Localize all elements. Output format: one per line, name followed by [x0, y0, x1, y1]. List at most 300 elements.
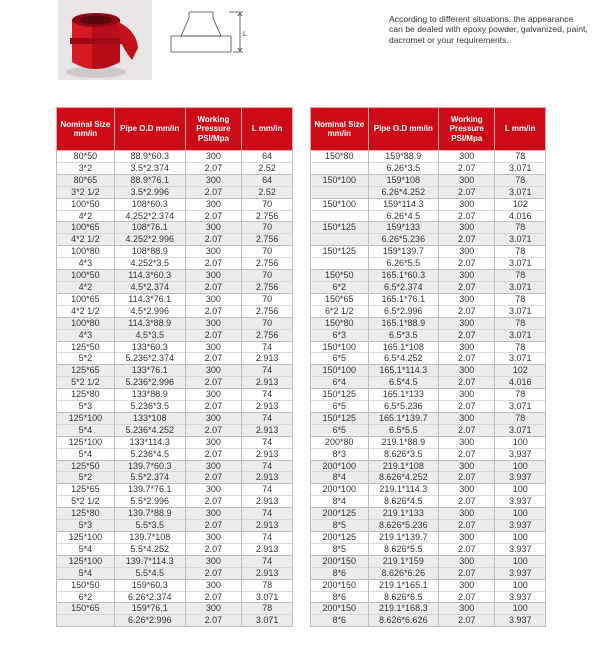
pipe-od-cell: [368, 532, 439, 556]
table-row: [57, 484, 293, 508]
value-bottom: 8*6: [311, 614, 368, 626]
pressure-cell: [185, 579, 242, 603]
value-bottom: 3.071: [242, 591, 292, 603]
value-bottom: 2.07: [439, 591, 494, 603]
value-top: 78: [515, 151, 526, 161]
nominal-cell: [57, 174, 115, 198]
value-bottom: 2.52: [242, 162, 292, 174]
value-top: 64: [262, 151, 273, 161]
value-bottom: 6*5: [311, 352, 368, 364]
value-top: 159*60.3: [131, 579, 168, 590]
nominal-cell: [311, 317, 369, 341]
nominal-cell: [311, 270, 369, 294]
length-cell: [242, 532, 293, 556]
header-working-pressure: Working Pressure PSI/Mpa: [439, 108, 495, 151]
nominal-cell: [57, 270, 115, 294]
value-bottom: 6.5*4.5: [369, 376, 439, 388]
table-row: [57, 532, 293, 556]
header-nominal-size: Nominal Size mm/in: [57, 108, 115, 151]
product-photo: [58, 0, 152, 80]
pipe-od-cell: [368, 151, 439, 175]
value-top: 300: [205, 317, 221, 328]
value-bottom: 2.913: [242, 352, 292, 364]
nominal-cell: [311, 151, 369, 175]
value-bottom: 5*4: [57, 543, 114, 555]
length-cell: [495, 460, 546, 484]
value-top: 74: [262, 341, 273, 352]
table-row: [57, 365, 293, 389]
value-top: 70: [262, 293, 273, 304]
value-bottom: 5*2 1/2: [57, 495, 114, 507]
value-top: 139.7*108: [129, 532, 171, 542]
length-cell: [495, 532, 546, 556]
pipe-od-cell: [368, 198, 439, 222]
pressure-cell: [185, 151, 242, 175]
value-top: 78: [262, 603, 273, 614]
value-bottom: 2.07: [439, 257, 494, 269]
length-cell: [242, 484, 293, 508]
value-top: 200*150: [322, 603, 357, 614]
value-bottom: 5.5*2.996: [115, 495, 185, 507]
nominal-cell: [311, 532, 369, 556]
pressure-cell: [185, 484, 242, 508]
value-top: 300: [205, 484, 221, 495]
value-bottom: 8*5: [311, 543, 368, 555]
value-top: 150*50: [71, 579, 100, 590]
value-bottom: 2.07: [186, 471, 242, 483]
spec-table-left-body: [57, 151, 293, 627]
value-bottom: 6.26*4.252: [369, 186, 439, 198]
value-top: 300: [205, 198, 221, 209]
value-top: 300: [459, 579, 475, 590]
nominal-cell: [57, 341, 115, 365]
dimension-drawing: [163, 6, 263, 64]
pressure-cell: [185, 389, 242, 413]
nominal-cell: [57, 603, 115, 627]
pipe-od-cell: [114, 436, 185, 460]
nominal-cell: [57, 484, 115, 508]
value-top: 102: [512, 198, 528, 209]
value-top: 150*65: [325, 293, 354, 304]
value-top: 219.1*88.9: [381, 436, 426, 447]
value-top: 150*50: [325, 270, 354, 281]
value-top: 219.1*114.3: [379, 484, 428, 495]
value-top: 80*65: [73, 174, 98, 185]
length-cell: [495, 412, 546, 436]
table-row: [311, 532, 546, 556]
value-bottom: 4*2: [57, 210, 114, 222]
value-bottom: 5*4: [57, 424, 114, 436]
value-bottom: 2.07: [439, 329, 494, 341]
value-top: 78: [515, 174, 526, 185]
value-top: 300: [459, 246, 475, 257]
pressure-cell: [185, 508, 242, 532]
value-top: 300: [205, 460, 221, 471]
value-bottom: 6.26*2.996: [115, 614, 185, 626]
pressure-cell: [439, 412, 495, 436]
value-top: 80*50: [73, 151, 98, 161]
nominal-cell: [57, 151, 115, 175]
pressure-cell: [185, 436, 242, 460]
value-bottom: 2.913: [242, 567, 292, 579]
value-bottom: 3.937: [495, 591, 545, 603]
pressure-cell: [185, 293, 242, 317]
pressure-cell: [439, 508, 495, 532]
pipe-od-cell: [368, 508, 439, 532]
value-bottom: 5.5*4.252: [115, 543, 185, 555]
value-top: 200*150: [322, 555, 357, 566]
pressure-cell: [439, 341, 495, 365]
pipe-od-cell: [368, 555, 439, 579]
length-cell: [495, 579, 546, 603]
length-cell: [495, 389, 546, 413]
value-bottom: 2.07: [439, 186, 494, 198]
table-row: [311, 222, 546, 246]
length-cell: [495, 436, 546, 460]
nominal-cell: [311, 460, 369, 484]
value-top: 300: [459, 555, 475, 566]
value-bottom: 3.937: [495, 471, 545, 483]
value-top: 300: [205, 389, 221, 400]
value-bottom: 2.07: [186, 352, 242, 364]
pipe-od-cell: [114, 508, 185, 532]
table-row: [311, 151, 546, 175]
pressure-cell: [185, 317, 242, 341]
value-bottom: 2.756: [242, 210, 292, 222]
value-top: 78: [515, 317, 526, 328]
value-bottom: 5*4: [57, 448, 114, 460]
pressure-cell: [185, 603, 242, 627]
table-row: [57, 174, 293, 198]
value-bottom: 8.626*4.252: [369, 471, 439, 483]
pipe-od-cell: [368, 174, 439, 198]
table-row: [57, 317, 293, 341]
value-bottom: 2.07: [439, 424, 494, 436]
nominal-cell: [57, 246, 115, 270]
value-top: 139.7*114.3: [125, 555, 174, 566]
table-row: [311, 603, 546, 627]
value-top: 108*76.1: [131, 222, 168, 233]
value-top: 159*88.9: [385, 151, 422, 161]
pressure-cell: [185, 198, 242, 222]
value-top: 150*100: [322, 365, 357, 376]
value-bottom: 2.07: [186, 186, 242, 198]
value-top: 88.9*60.3: [130, 151, 169, 161]
table-row: [57, 460, 293, 484]
pipe-od-cell: [114, 222, 185, 246]
value-top: 300: [459, 222, 475, 233]
nominal-cell: [311, 293, 369, 317]
value-top: 114.3*76.1: [128, 293, 172, 304]
value-bottom: 3*2 1/2: [57, 186, 114, 198]
value-top: 100*50: [71, 198, 100, 209]
pipe-od-cell: [114, 365, 185, 389]
value-bottom: 2.07: [186, 543, 242, 555]
length-cell: [495, 151, 546, 175]
pipe-od-cell: [114, 270, 185, 294]
value-bottom: 3.071: [495, 233, 545, 245]
value-top: 300: [205, 174, 221, 185]
value-bottom: 2.07: [186, 448, 242, 460]
value-top: 300: [205, 365, 221, 376]
value-top: 300: [205, 341, 221, 352]
value-bottom: 4*3: [57, 329, 114, 341]
table-row: [57, 603, 293, 627]
length-cell: [495, 246, 546, 270]
value-top: 300: [205, 270, 221, 281]
value-top: 165.1*60.3: [381, 270, 426, 281]
value-bottom: 3.937: [495, 614, 545, 626]
value-bottom: 3.071: [495, 305, 545, 317]
value-top: 300: [205, 603, 221, 614]
value-top: 133*60.3: [131, 341, 168, 352]
pipe-od-cell: [114, 484, 185, 508]
value-bottom: 5*2: [57, 352, 114, 364]
value-top: 300: [459, 436, 475, 447]
length-cell: [495, 293, 546, 317]
value-top: 300: [205, 412, 221, 423]
value-bottom: 6.5*5.236: [369, 400, 439, 412]
pipe-od-cell: [114, 198, 185, 222]
spec-table-left: [56, 107, 293, 627]
value-bottom: 4.252*3.5: [115, 257, 185, 269]
length-cell: [242, 174, 293, 198]
value-bottom: 2.913: [242, 448, 292, 460]
value-top: 74: [262, 412, 273, 423]
value-bottom: 6.5*3.5: [369, 329, 439, 341]
value-top: 300: [205, 508, 221, 519]
value-bottom: 5.236*3.5: [115, 400, 185, 412]
table-row: [311, 412, 546, 436]
value-top: 159*108: [386, 174, 421, 185]
pipe-od-cell: [114, 412, 185, 436]
pipe-od-cell: [368, 436, 439, 460]
table-row: [311, 270, 546, 294]
pipe-od-cell: [368, 317, 439, 341]
value-bottom: 2.07: [186, 400, 242, 412]
value-top: 300: [459, 389, 475, 400]
length-cell: [495, 365, 546, 389]
nominal-cell: [311, 436, 369, 460]
value-bottom: 2.07: [439, 495, 494, 507]
value-top: 74: [262, 460, 273, 471]
pressure-cell: [439, 222, 495, 246]
value-bottom: 5*4: [57, 567, 114, 579]
table-row: [311, 246, 546, 270]
value-bottom: 2.07: [186, 210, 242, 222]
value-top: 64: [262, 174, 273, 185]
value-top: 150*80: [325, 151, 354, 161]
value-top: 165.1*108: [382, 341, 424, 352]
table-row: [57, 412, 293, 436]
value-bottom: 2.07: [439, 162, 494, 174]
value-bottom: 5.5*4.5: [115, 567, 185, 579]
length-cell: [242, 270, 293, 294]
length-cell: [242, 151, 293, 175]
pressure-cell: [185, 222, 242, 246]
value-bottom: 2.913: [242, 519, 292, 531]
value-bottom: 5.236*4.252: [115, 424, 185, 436]
value-top: 78: [515, 270, 526, 281]
pipe-od-cell: [368, 460, 439, 484]
value-bottom: 3.5*2.374: [115, 162, 185, 174]
value-top: 78: [515, 389, 526, 400]
pipe-od-cell: [114, 246, 185, 270]
value-top: 78: [515, 293, 526, 304]
value-top: 300: [459, 198, 475, 209]
value-top: 200*125: [322, 532, 357, 542]
value-top: 100: [512, 579, 528, 590]
value-bottom: 5.5*2.374: [115, 471, 185, 483]
table-row: [311, 460, 546, 484]
value-bottom: 6.26*5.5: [369, 257, 439, 269]
dimension-label: L: [243, 31, 247, 38]
value-bottom: 2.07: [439, 448, 494, 460]
pressure-cell: [439, 389, 495, 413]
value-top: 70: [262, 246, 273, 257]
value-top: 300: [459, 270, 475, 281]
value-bottom: 2.52: [242, 186, 292, 198]
value-bottom: 2.756: [242, 281, 292, 293]
length-cell: [242, 436, 293, 460]
value-top: 200*80: [325, 436, 354, 447]
value-top: 100*65: [71, 222, 100, 233]
pressure-cell: [439, 246, 495, 270]
value-bottom: 2.07: [186, 376, 242, 388]
value-top: 108*88.9: [131, 246, 168, 257]
value-bottom: 6.26*2.374: [115, 591, 185, 603]
value-bottom: [311, 186, 368, 198]
pressure-cell: [439, 603, 495, 627]
value-top: 165.1*76.1: [381, 293, 426, 304]
value-top: 150*125: [322, 389, 357, 400]
value-top: 133*108: [132, 412, 167, 423]
value-bottom: 3.071: [495, 400, 545, 412]
value-bottom: 5.236*2.996: [115, 376, 185, 388]
value-top: 300: [459, 412, 475, 423]
value-bottom: 3.937: [495, 543, 545, 555]
table-row: [311, 198, 546, 222]
table-row: [311, 174, 546, 198]
value-bottom: 3.937: [495, 519, 545, 531]
value-bottom: 2.756: [242, 257, 292, 269]
value-top: 300: [205, 151, 221, 161]
table-row: [57, 222, 293, 246]
value-top: 150*80: [325, 317, 354, 328]
value-top: 300: [459, 365, 475, 376]
value-top: 219.1*159: [382, 555, 424, 566]
length-cell: [242, 579, 293, 603]
value-bottom: 2.756: [242, 329, 292, 341]
value-top: 219.1*108: [382, 460, 424, 471]
pressure-cell: [439, 532, 495, 556]
value-bottom: 6*3: [311, 329, 368, 341]
value-bottom: 5*3: [57, 519, 114, 531]
value-bottom: [311, 210, 368, 222]
nominal-cell: [57, 389, 115, 413]
value-top: 300: [205, 222, 221, 233]
value-top: 300: [205, 579, 221, 590]
value-bottom: 6.5*4.252: [369, 352, 439, 364]
value-top: 125*65: [71, 365, 100, 376]
value-bottom: 2.913: [242, 543, 292, 555]
pressure-cell: [439, 174, 495, 198]
pipe-od-cell: [368, 341, 439, 365]
nominal-cell: [311, 603, 369, 627]
length-cell: [242, 246, 293, 270]
nominal-cell: [57, 317, 115, 341]
table-row: [311, 293, 546, 317]
value-top: 150*100: [322, 341, 357, 352]
value-top: 300: [459, 484, 475, 495]
pressure-cell: [439, 198, 495, 222]
pressure-cell: [439, 270, 495, 294]
pressure-cell: [439, 484, 495, 508]
value-top: 125*65: [71, 484, 100, 495]
value-top: 70: [262, 270, 273, 281]
value-bottom: 2.07: [186, 591, 242, 603]
value-bottom: 3.071: [495, 424, 545, 436]
value-top: 219.1*133: [382, 508, 424, 519]
value-top: 125*100: [68, 412, 103, 423]
value-top: 300: [205, 532, 221, 542]
value-bottom: 2.07: [439, 305, 494, 317]
header-nominal-size: Nominal Size mm/in: [311, 108, 369, 151]
value-bottom: 2.07: [439, 567, 494, 579]
value-bottom: 3.937: [495, 448, 545, 460]
value-bottom: 2.07: [186, 614, 242, 626]
value-top: 114.3*88.9: [128, 317, 172, 328]
value-top: 100: [512, 555, 528, 566]
value-top: 125*100: [68, 555, 103, 566]
value-top: 150*100: [322, 198, 357, 209]
value-top: 125*100: [68, 532, 103, 542]
value-bottom: 6.5*2.996: [369, 305, 439, 317]
value-bottom: 6.26*5.236: [369, 233, 439, 245]
value-bottom: 8*3: [311, 448, 368, 460]
nominal-cell: [57, 293, 115, 317]
value-bottom: 8.626*5.5: [369, 543, 439, 555]
pipe-od-cell: [114, 460, 185, 484]
table-row: [57, 389, 293, 413]
value-top: 300: [205, 555, 221, 566]
value-top: 300: [459, 341, 475, 352]
header-working-pressure: Working Pressure PSI/Mpa: [185, 108, 242, 151]
value-bottom: 8*6: [311, 591, 368, 603]
pressure-cell: [439, 151, 495, 175]
value-bottom: 4.5*3.5: [115, 329, 185, 341]
pressure-cell: [185, 174, 242, 198]
value-bottom: 5*2 1/2: [57, 376, 114, 388]
value-bottom: 3.937: [495, 495, 545, 507]
value-bottom: 4.016: [495, 376, 545, 388]
nominal-cell: [311, 579, 369, 603]
value-top: 300: [459, 151, 475, 161]
value-bottom: 2.07: [439, 543, 494, 555]
value-bottom: 2.756: [242, 305, 292, 317]
length-cell: [242, 341, 293, 365]
value-top: 139.7*60.3: [127, 460, 172, 471]
nominal-cell: [311, 555, 369, 579]
value-top: 219.1*165.1: [379, 579, 428, 590]
value-bottom: 2.913: [242, 400, 292, 412]
value-top: 74: [262, 436, 273, 447]
value-bottom: 3.071: [495, 329, 545, 341]
value-top: 159*114.3: [383, 198, 424, 209]
value-top: 159*139.7: [382, 246, 424, 257]
spec-table-right-body: [311, 151, 546, 627]
value-bottom: 4.252*2.996: [115, 233, 185, 245]
